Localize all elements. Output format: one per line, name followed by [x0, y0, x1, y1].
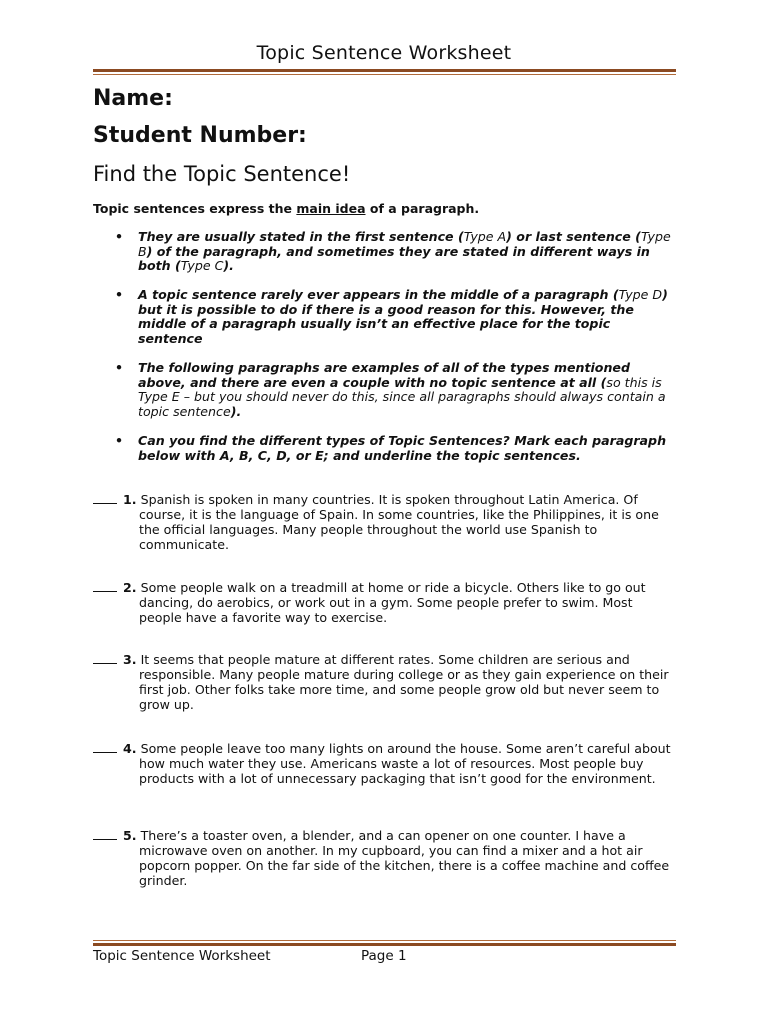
paragraph-number: 4.	[123, 741, 137, 756]
name-label: Name:	[93, 86, 173, 111]
bullet-text-part: Type D	[618, 287, 663, 303]
intro-line	[93, 201, 479, 216]
bullet-text-part: ) but it is possible to do if there is a good reason for this. However, the middle of a paragraph usually isn’t an effective place for the topic sentence	[138, 287, 668, 347]
paragraph-text: It seems that people mature at different rates. Some children are serious and responsible. Many people mature during college or as they gain experience on their first job. Other folks take more time, and some people grow old but never seem to grow up.	[139, 652, 669, 712]
bullet-dot: •	[115, 229, 124, 244]
answer-blank[interactable]	[93, 741, 117, 753]
paragraph-number: 1.	[123, 492, 137, 507]
bullet-text-part: so this is Type E – but you should never do this, since all paragraphs should always contain a topic sentence	[138, 374, 666, 419]
paragraph-text: Some people walk on a treadmill at home or ride a bicycle. Others like to go out dancing, do aerobics, or work out in a gym. Some people prefer to swim. Most people have a favorite way to exercise.	[139, 580, 646, 625]
answer-blank[interactable]	[93, 652, 117, 664]
answer-blank[interactable]	[93, 828, 117, 840]
paragraph-3	[93, 652, 678, 712]
header-title: Topic Sentence Worksheet	[256, 42, 512, 64]
paragraph-text: There’s a toaster oven, a blender, and a can opener on one counter. I have a microwave oven on another. In my cupboard, you can find a mixer and a hot air popcorn popper. On the far side of the kitchen, there is a coffee machine and coffee grinder.	[139, 828, 670, 888]
paragraph-5	[93, 828, 678, 888]
bullet-text-part: Type C	[180, 258, 224, 274]
instruction-bullet-4	[93, 434, 678, 463]
footer-title: Topic Sentence Worksheet	[93, 948, 271, 964]
instruction-bullets	[93, 230, 678, 478]
bullet-text-part: Can you find the different types of Topic Sentences? Mark each paragraph below with A, B, C, D, or E; and underline the topic sentences.	[138, 433, 667, 463]
footer-rule-thin	[93, 940, 676, 941]
footer-page-number: Page 1	[361, 948, 407, 964]
intro-after: of a paragraph.	[365, 201, 480, 216]
instruction-bullet-1	[93, 230, 678, 274]
bullet-text-part: ).	[223, 258, 234, 274]
paragraph-2	[93, 580, 678, 625]
header-rule-thick	[93, 69, 676, 72]
paragraph-4	[93, 741, 678, 786]
instruction-bullet-2	[93, 288, 678, 346]
bullet-text-part: Type B	[138, 229, 671, 259]
bullet-text-part: ).	[230, 403, 242, 419]
footer-rule-thick	[93, 943, 676, 946]
bullet-text-part: They are usually stated in the first sentence (	[138, 229, 464, 244]
bullet-text-part: ) or last sentence (	[506, 229, 641, 244]
answer-blank[interactable]	[93, 580, 117, 592]
paragraph-text: Some people leave too many lights on around the house. Some aren’t careful about how much water they use. Americans waste a lot of resources. Most people buy products with a lot of unnecessary packaging that isn’t good for the environment.	[139, 741, 671, 786]
paragraph-number: 3.	[123, 652, 137, 667]
bullet-dot: •	[115, 433, 124, 449]
paragraph-1	[93, 492, 678, 552]
bullet-text-part: A topic sentence rarely ever appears in the middle of a paragraph (	[138, 287, 619, 303]
bullet-text-part: The following paragraphs are examples of all of the types mentioned above, and there are even a couple with no topic sentence at all (	[138, 360, 630, 390]
instruction-bullet-3	[93, 361, 678, 419]
bullet-text-part: Type A	[463, 229, 507, 244]
bullet-dot: •	[115, 360, 124, 376]
student-number-label: Student Number:	[93, 123, 307, 148]
bullet-text-part: ) of the paragraph, and sometimes they are stated in different ways in both (	[138, 243, 650, 274]
paragraph-number: 2.	[123, 580, 137, 595]
intro-main-idea: main idea	[296, 201, 366, 216]
bullet-dot: •	[115, 287, 124, 303]
section-title: Find the Topic Sentence!	[93, 162, 351, 186]
paragraph-text: Spanish is spoken in many countries. It is spoken throughout Latin America. Of course, it is the language of Spain. In some countries, like the Philippines, it is one the official languages. Many people throughout the world use Spanish to communicate.	[139, 492, 659, 552]
intro-before: Topic sentences express the	[93, 201, 297, 216]
paragraph-number: 5.	[123, 828, 137, 843]
header-rule-thin	[93, 74, 676, 75]
answer-blank[interactable]	[93, 492, 117, 504]
